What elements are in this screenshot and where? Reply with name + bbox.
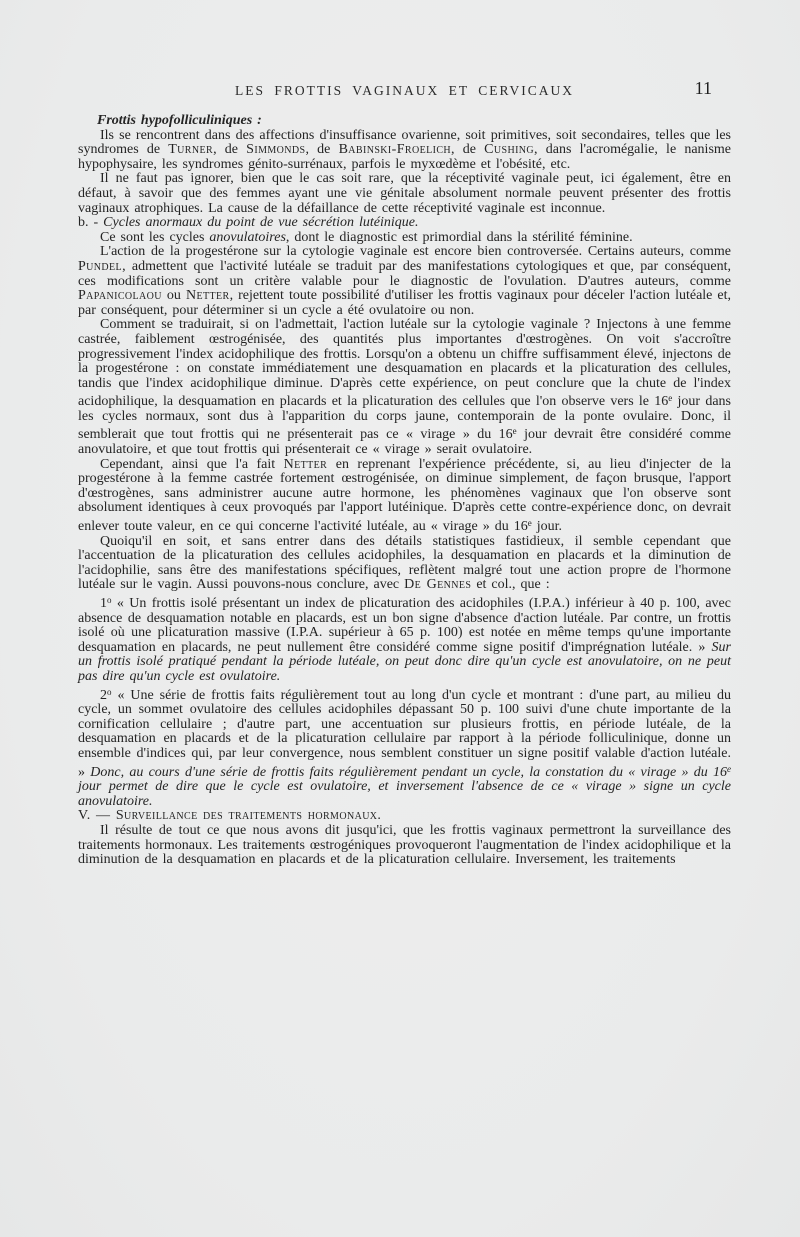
text-run: o [107,686,112,697]
text-run: Surveillance des traitements hormonaux. [115,808,382,824]
text-run: b. - [78,215,104,231]
text-run: V. — [78,808,116,824]
text-run: en reprenant l'expérience précédente, si, au lieu d'injecter de la progestérone à la femme castrée fortement œstrogénisée, on diminue simplement, de façon brusque, l'apport d'œstrogènes, sans administrer aucune autre hormone, les phénomènes vaginaux que l'on observe sont absolument identiques à ceux provoqués par l'apport lutéinique. D'après cette contre-expérience donc, on devrait enlever toute valeur, en ce qui concerne l'activité lutéale, au « virage » du 16 [78,456,731,535]
text-run: Babinski-Froelich [338,142,452,158]
text-run: Netter [185,288,230,304]
text-run: e [668,393,673,404]
paragraph [78,129,731,173]
text-run: 2 [100,687,107,703]
text-run: jour devrait être considéré comme anovulatoire, et que tout frottis qui présenterait ce « virage » serait ovulatoire. [78,427,731,458]
text-run: , admettent que l'activité lutéale se traduit par des manifestations cytologiques et que, par conséquent, ces modifications sont un critère valable pour le diagnostic de l'ovulation. D'autres auteurs, comme [78,258,731,289]
paragraph [78,685,731,810]
text-run: « Un frottis isolé présentant un index de plicaturation des acidophiles (I.P.A.) inférieur à 40 p. 100, avec absence de desquamation notable en placards, est un bon signe d'absence d'action lutéale. Par contre, un frottis isolé où une plicaturation massive (I.P.A. supérieur à 65 p. 100) est notée en même temps qu'une importante desquamation en placards, ne peut nullement être considéré comme signe positif d'imprégnation lutéale. » [78,596,731,655]
text-run: , dans l'acromégalie, le nanisme hypophysaire, les syndromes génito-surrénaux, parfois le myxœdème et l'obésité, etc. [78,142,731,172]
text-run: Cycles anormaux du point de vue sécrétion lutéinique. [103,215,419,231]
paragraph [78,172,731,216]
text-run: jour dans les cycles normaux, sont dus à l'apparition du corps jaune, contemporain de la ponte ovulaire. Donc, il semblerait que tout frottis qui ne présenterait pas ce « virage » du 16 [78,394,731,443]
text-run: L'action de la progestérone sur la cytologie vaginale est encore bien controversée. Certains auteurs, comme [100,244,731,260]
running-header [78,82,731,100]
text-run: jour. [531,519,563,535]
section-heading [78,809,731,824]
text-run: Netter [283,456,328,472]
paragraph [78,535,731,593]
text-run: o [107,595,112,605]
text-run: Cependant, ainsi que l'a fait [100,456,284,472]
text-run: , dont le diagnostic est primordial dans la stérilité féminine. [285,229,633,245]
paragraph [78,593,731,685]
text-run: Pundel [78,258,123,274]
running-title: LES FROTTIS VAGINAUX ET CERVICAUX [235,83,574,98]
text-run: Il ne faut pas ignorer, bien que le cas soit rare, que la réceptivité vaginale peut, ici également, être en défaut, à savoir que des femmes ayant une vie génitale absolument normale peuvent présenter des frottis vaginaux atrophiques. La cause de la défaillance de cette réceptivité vaginale est inconnue. [78,171,731,216]
text-run: Ce sont les cycles [100,229,210,245]
text-run: , de [451,142,485,158]
text-run: 1 [100,596,107,611]
text-run: Cushing [484,142,535,158]
text-run: Il résulte de tout ce que nous avons dit jusqu'ici, que les frottis vaginaux permettront la surveillance des traitements hormonaux. Les traitements œstrogéniques provoqueront l'augmentation de l'index acidophilique et la diminution de la desquamation en placards et de la plicaturation cellulaire. Inversement, les traitements [78,822,731,868]
text-run: De Gennes [404,577,472,593]
text-run: , de [213,142,247,158]
text-run: , de [305,142,339,158]
page-body [78,114,731,868]
text-run: Comment se traduirait, si on l'admettait, l'action lutéale sur la cytologie vaginale ? Injectons à une femme castrée, faiblement œstrogénisée, des quantités plus importantes d'œstrogènes. On voit s'accroître progressivement l'index acidophilique des frottis. Lorsqu'on a obtenu un chiffre suffisamment élevé, injectons de la progestérone : on constate immédiatement une desquamation en placards et la plicaturation des cellules, tandis que l'index acidophilique diminue. D'après cette expérience, on peut conclure que la chute de l'index acidophilique, la desquamation en placards et la plicaturation des cellules que l'on observe vers le 16 [78,317,731,410]
text-run: Donc, au cours d'une série de frottis faits régulièrement pendant un cycle, la constation du « virage » du 16 [90,764,728,780]
text-run: « Une série de frottis faits régulièrement tout au long d'un cycle et montrant : d'une part, au milieu du cycle, un sommet ovulatoire des cellules acidophiles dépassant 50 p. 100 suivi d'une chute importante de la cornification cellulaire ; d'autre part, une accentuation sur plusieurs frottis, en période lutéale, de la desquamation en placards et de la plicaturation cellulaire par rapport à la période folliculinique, donne un ensemble d'indices qui, par leur convergence, nous semblent constituer un signe positif valable d'action lutéale. » [78,687,731,780]
text-run: Simmonds [246,142,306,158]
text-run: Sur un frottis isolé pratiqué pendant la période lutéale, on peut donc dire qu'un cycle est anovulatoire, on ne peut pas dire qu'un cycle est ovulatoire. [78,639,731,684]
paragraph [78,231,731,246]
paragraph [78,824,731,868]
paragraph [78,318,731,457]
text-run: , rejettent toute possibilité d'utiliser les frottis vaginaux pour déceler l'action lutéale et, par conséquent, pour déterminer si un cycle a été ovulatoire ou non. [78,288,732,318]
text-run: anovulatoires [209,229,286,245]
text-run: jour permet de dire que le cycle est ovulatoire, et inversement l'absence de ce « virage » signe un cycle anovulatoire. [78,779,731,809]
page-number: 11 [694,78,712,98]
text-run: e [527,518,532,529]
paragraph [78,458,731,535]
text-run: Ils se rencontrent dans des affections d'insuffisance ovarienne, soit primitives, soit secondaires, telles que les syndromes de [78,127,731,158]
paragraph [78,245,731,318]
text-run: Quoiqu'il en soit, et sans entrer dans des détails statistiques fastidieux, il semble cependant que l'accentuation de la plicaturation des cellules acidophiles, la desquamation en placards et la diminution de l'acidophilie, sans être des manifestations spécifiques, reflètent malgré tout une action propre de l'hormone lutéale sur le vagin. Aussi pouvons-nous conclure, avec [78,533,731,593]
text-run: Frottis hypofolliculiniques : [97,113,262,128]
text-run: e [727,763,732,774]
text-run: ou [161,288,186,304]
text-run: Turner [168,142,214,158]
sub-heading [78,216,731,231]
text-run: e [512,426,517,437]
text-run: et col., que : [471,577,550,593]
lead-heading [78,114,731,129]
text-run: Papanicolaou [78,288,162,304]
